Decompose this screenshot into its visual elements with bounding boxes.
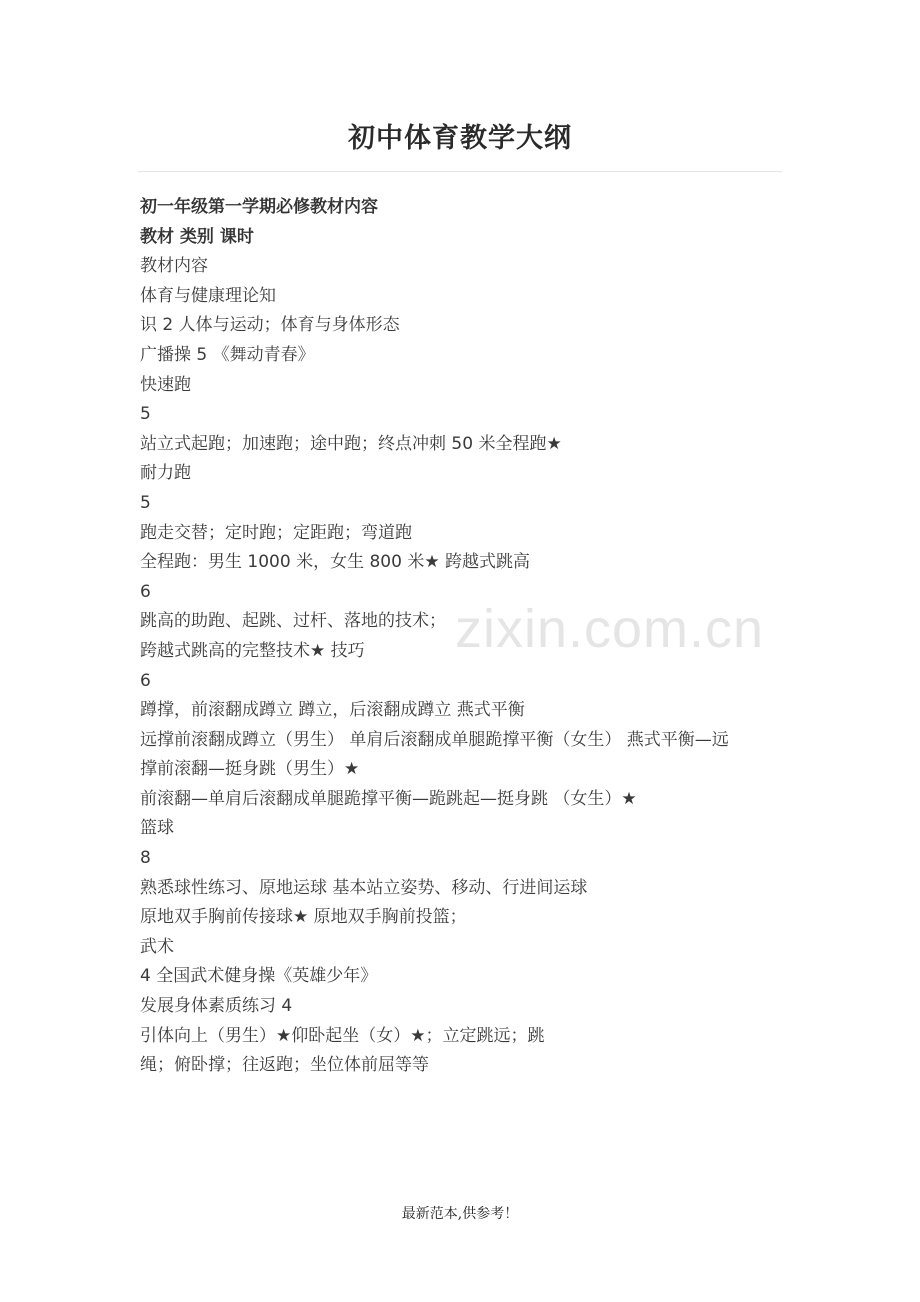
text-line: 6 [140,670,151,691]
text-line: 蹲撑，前滚翻成蹲立 蹲立，后滚翻成蹲立 燕式平衡 [140,700,525,721]
text-line: 跑走交替；定时跑；定距跑；弯道跑 [140,522,412,543]
watermark: zixin.com.cn [455,599,765,659]
text-line: 8 [140,848,151,869]
page-footer: 最新范本,供参考！ [401,1206,519,1222]
text-line: 体育与健康理论知 [140,285,276,306]
text-line: 6 [140,581,151,602]
title-divider [138,171,782,172]
text-line: 站立式起跑；加速跑；途中跑；终点冲刺 50 米全程跑★ [140,433,562,454]
text-line: 5 [140,404,151,425]
text-line: 跳高的助跑、起跳、过杆、落地的技术； [140,611,446,632]
text-line: 前滚翻—单肩后滚翻成单腿跪撑平衡—跪跳起—挺身跳 （女生）★ [140,788,637,809]
text-line: 识 2 人体与运动；体育与身体形态 [140,315,400,336]
text-line: 跨越式跳高的完整技术★ 技巧 [140,640,365,661]
text-line: 广播操 5 《舞动青春》 [140,344,315,365]
text-line: 武术 [140,936,174,957]
text-line: 引体向上（男生）★仰卧起坐（女）★；立定跳远；跳 [140,1025,545,1046]
text-line: 4 全国武术健身操《英雄少年》 [140,966,378,987]
section-heading-line: 教材 类别 课时 [140,226,254,247]
text-line: 熟悉球性练习、原地运球 基本站立姿势、移动、行进间运球 [140,877,588,898]
text-line: 全程跑：男生 1000 米，女生 800 米★ 跨越式跳高 [140,552,530,573]
text-line: 5 [140,492,151,513]
text-line: 篮球 [140,818,174,839]
text-line: 原地双手胸前传接球★ 原地双手胸前投篮； [140,907,467,928]
text-line: 耐力跑 [140,463,191,484]
text-line: 发展身体素质练习 4 [140,996,293,1017]
text-line: 快速跑 [140,374,191,395]
section-heading-line: 初一年级第一学期必修教材内容 [140,197,378,217]
text-line: 绳；俯卧撑；往返跑；坐位体前屈等等 [140,1055,429,1076]
text-line: 撑前滚翻—挺身跳（男生）★ [140,759,360,780]
document-body [140,193,800,1081]
document-title: 初中体育教学大纲 [348,123,572,154]
text-line: 远撑前滚翻成蹲立（男生） 单肩后滚翻成单腿跪撑平衡（女生） 燕式平衡—远 [140,729,729,750]
text-line: 教材内容 [140,256,208,277]
